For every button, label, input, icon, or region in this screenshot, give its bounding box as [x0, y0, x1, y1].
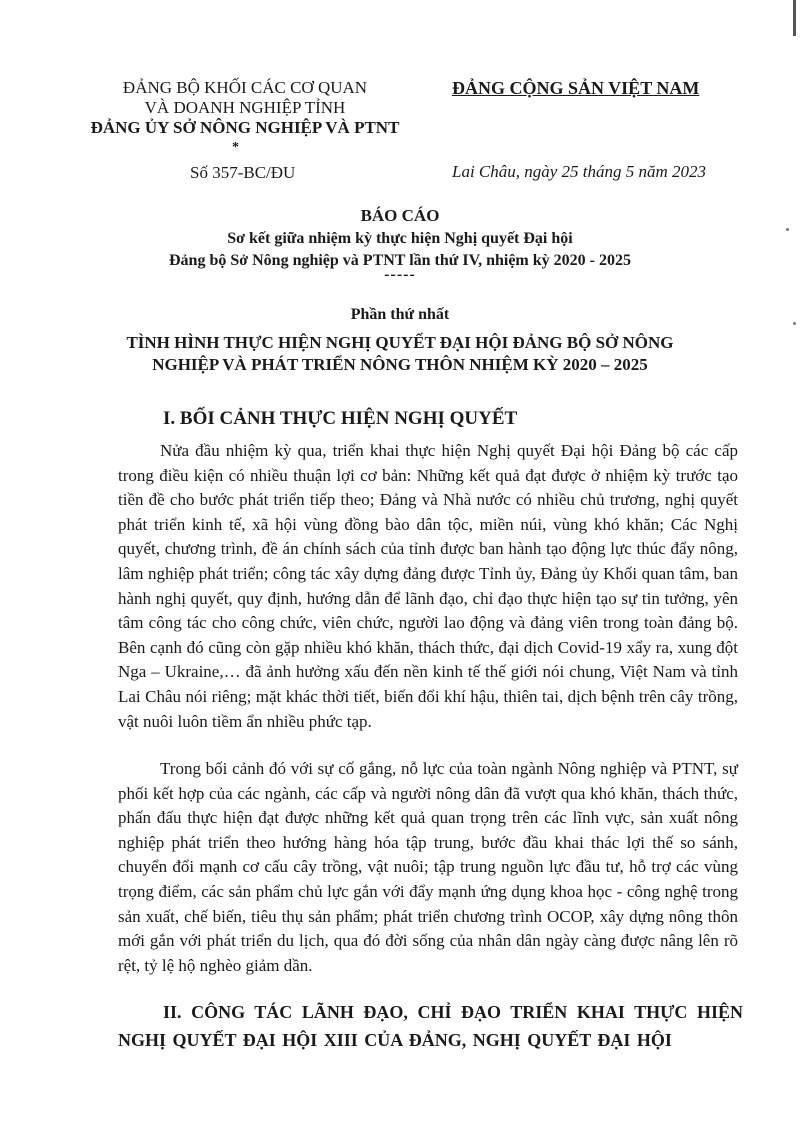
- scan-dot: [793, 322, 796, 325]
- document-type: BÁO CÁO: [360, 206, 440, 225]
- document-title-line-1: Sơ kết giữa nhiệm kỳ thực hiện Nghị quyết Đại hội: [227, 230, 573, 247]
- issuing-organization: [70, 78, 420, 138]
- section-2-heading: II. CÔNG TÁC LÃNH ĐẠO, CHỈ ĐẠO TRIỂN KHAI THỰC HIỆN NGHỊ QUYẾT ĐẠI HỘI XIII CỦA ĐẢNG, NGHỊ QUYẾT ĐẠI HỘI: [118, 1002, 743, 1050]
- section-1-paragraph-1: Nửa đầu nhiệm kỳ qua, triển khai thực hiện Nghị quyết Đại hội Đảng bộ các cấp trong điều kiện có nhiều thuận lợi cơ bản: Những kết quả đạt được ở nhiệm kỳ trước tạo tiền đề cho bước phát triển tiếp theo; Đảng và Nhà nước có nhiều chủ trương, nghị quyết phát triển kinh tế, xã hội vùng đồng bào dân tộc, miền núi, vùng khó khăn; Các Nghị quyết, chương trình, đề án chính sách của tỉnh được ban hành tạo động lực thúc đẩy nông, lâm nghiệp phát triển; công tác xây dựng đảng được Tỉnh ủy, Đảng ủy Khối quan tâm, ban hành nghị quyết, quy định, hướng dẫn để lãnh đạo, chỉ đạo thực hiện tạo sự tin tưởng, yên tâm công tác cho công chức, viên chức, người lao động và đảng viên trong toàn đảng bộ. Bên cạnh đó cũng còn gặp nhiều khó khăn, thách thức, đại dịch Covid-19 xẩy ra, xung đột Nga – Ukraine,… đã ảnh hưởng xấu đến nền kinh tế thế giới nói chung, Việt Nam và tỉnh Lai Châu nói riêng; mặt khác thời tiết, biến đổi khí hậu, thiên tai, dịch bệnh trên cây trồng, vật nuôi luôn tiềm ẩn nhiều phức tạp.: [118, 441, 738, 731]
- document-number: Số 357-BC/ĐU: [190, 163, 296, 182]
- part-label: Phần thứ nhất: [350, 306, 450, 323]
- title-divider: -----: [384, 266, 416, 283]
- document-title-line-2: Đảng bộ Sở Nông nghiệp và PTNT lần thứ IV, nhiệm kỳ 2020 - 2025: [169, 252, 631, 269]
- scan-dot: [786, 228, 789, 231]
- section-1-heading: I. BỐI CẢNH THỰC HIỆN NGHỊ QUYẾT: [163, 408, 518, 429]
- org-line-1: ĐẢNG BỘ KHỐI CÁC CƠ QUAN: [122, 78, 368, 97]
- org-line-2: VÀ DOANH NGHIỆP TỈNH: [144, 98, 346, 117]
- place-date: Lai Châu, ngày 25 tháng 5 năm 2023: [452, 162, 707, 181]
- party-name: ĐẢNG CỘNG SẢN VIỆT NAM: [452, 78, 700, 98]
- header-star: *: [232, 140, 239, 155]
- scan-edge-mark: [793, 0, 796, 36]
- org-line-3: ĐẢNG ỦY SỞ NÔNG NGHIỆP VÀ PTNT: [90, 118, 400, 137]
- section-1-paragraph-2: Trong bối cảnh đó với sự cố gắng, nỗ lực của toàn ngành Nông nghiệp và PTNT, sự phối kết hợp của các ngành, các cấp và người nông dân đã vượt qua khó khăn, thách thức, phấn đấu thực hiện đạt được những kết quả quan trọng trên các lĩnh vực, sản xuất nông nghiệp phát triển theo hướng hàng hóa tập trung, bước đầu khai thác lợi thế so sánh, chuyển đổi mạnh cơ cấu cây trồng, vật nuôi; tập trung nguồn lực đầu tư, hỗ trợ các vùng trọng điểm, các sản phẩm chủ lực gắn với đẩy mạnh ứng dụng khoa học - công nghệ trong sản xuất, chế biến, tiêu thụ sản phẩm; phát triển chương trình OCOP, xây dựng nông thôn mới gắn với phát triển du lịch, qua đó đời sống của nhân dân ngày càng được nâng lên rõ rệt, tỷ lệ hộ nghèo giảm dần.: [118, 759, 738, 975]
- part-heading: TÌNH HÌNH THỰC HIỆN NGHỊ QUYẾT ĐẠI HỘI ĐẢNG BỘ SỞ NÔNG NGHIỆP VÀ PHÁT TRIỂN NÔNG THÔN NHIỆM KỲ 2020 – 2025: [126, 333, 674, 374]
